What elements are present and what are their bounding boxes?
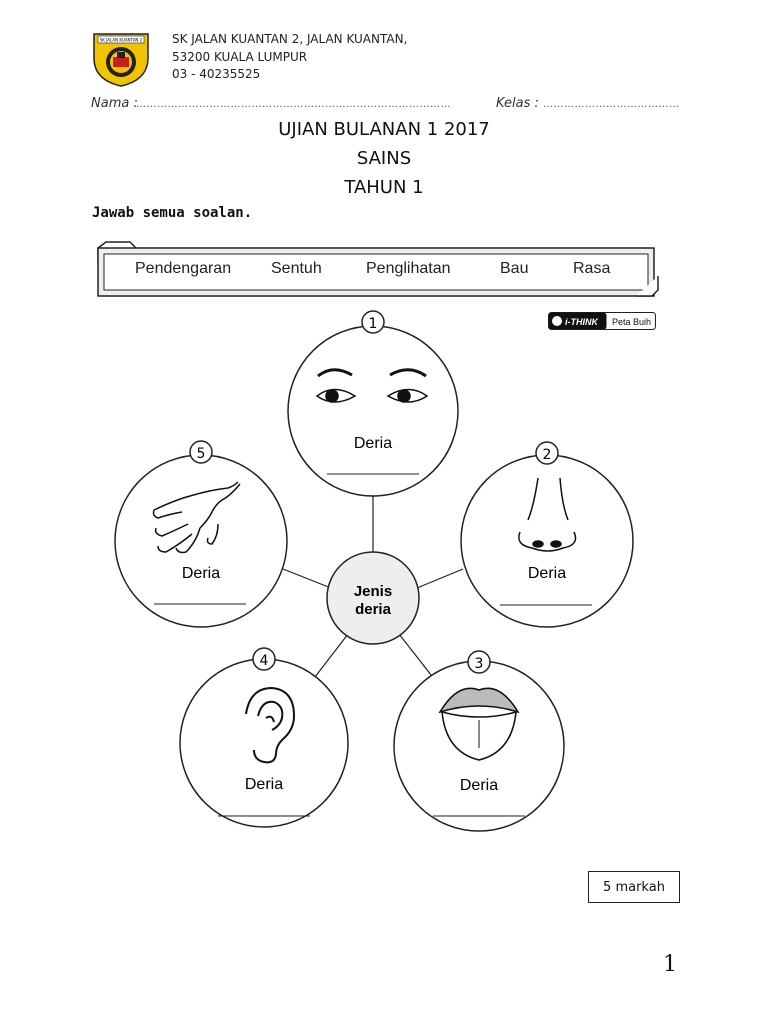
- bubble-map: [96, 306, 656, 866]
- option-sentuh: Sentuh: [271, 260, 322, 277]
- marks-box: [588, 871, 680, 903]
- bubble-2-smell: [461, 442, 633, 627]
- exam-title: UJIAN BULANAN 1 2017: [278, 119, 490, 140]
- ithink-brand: i-THINK: [565, 317, 598, 327]
- exam-subject: SAINS: [356, 148, 412, 169]
- name-label: Nama :: [91, 96, 138, 111]
- option-pendengaran: Pendengaran: [135, 260, 232, 277]
- marks-text: 5 markah: [603, 879, 665, 895]
- school-phone: 03 - 40235525: [172, 67, 261, 81]
- bubble-label: Deria: [181, 565, 221, 582]
- bubble-label: Deria: [459, 777, 499, 794]
- center-label-line1: Jenis: [353, 583, 393, 600]
- option-penglihatan: Penglihatan: [366, 260, 451, 277]
- bubble-number: 3: [474, 656, 484, 672]
- page-number: 1: [663, 952, 677, 977]
- school-address-line2: 53200 KUALA LUMPUR: [172, 50, 308, 64]
- bubble-label: Deria: [353, 435, 393, 452]
- class-label: Kelas :: [496, 96, 539, 111]
- bubble-label: Deria: [244, 776, 284, 793]
- option-rasa: Rasa: [573, 260, 611, 277]
- instruction-text: Jawab semua soalan.: [92, 205, 253, 221]
- bubble-number: 5: [196, 446, 206, 462]
- option-bau: Bau: [500, 260, 529, 277]
- center-label-line2: deria: [355, 601, 391, 618]
- bubble-1-sight: [288, 311, 458, 496]
- bubble-5-touch: [115, 441, 287, 627]
- bubble-3-taste: [394, 651, 564, 831]
- crest-text: SK JALAN KUANTAN 2: [99, 37, 143, 43]
- exam-grade: TAHUN 1: [344, 177, 424, 198]
- bubble-4-hearing: [180, 648, 348, 827]
- bubble-number: 1: [368, 316, 378, 332]
- school-crest-logo: [90, 28, 152, 88]
- center-bubble: [327, 552, 419, 644]
- bubble-number: 2: [542, 447, 552, 463]
- name-blank: ………………………………………………………………………………: [136, 99, 451, 110]
- class-blank: …………………………………: [543, 99, 680, 110]
- school-address-line1: SK JALAN KUANTAN 2, JALAN KUANTAN,: [172, 32, 408, 46]
- bubble-number: 4: [259, 653, 269, 669]
- bubble-label: Deria: [527, 565, 567, 582]
- map-type-label: Peta Buih: [612, 317, 652, 327]
